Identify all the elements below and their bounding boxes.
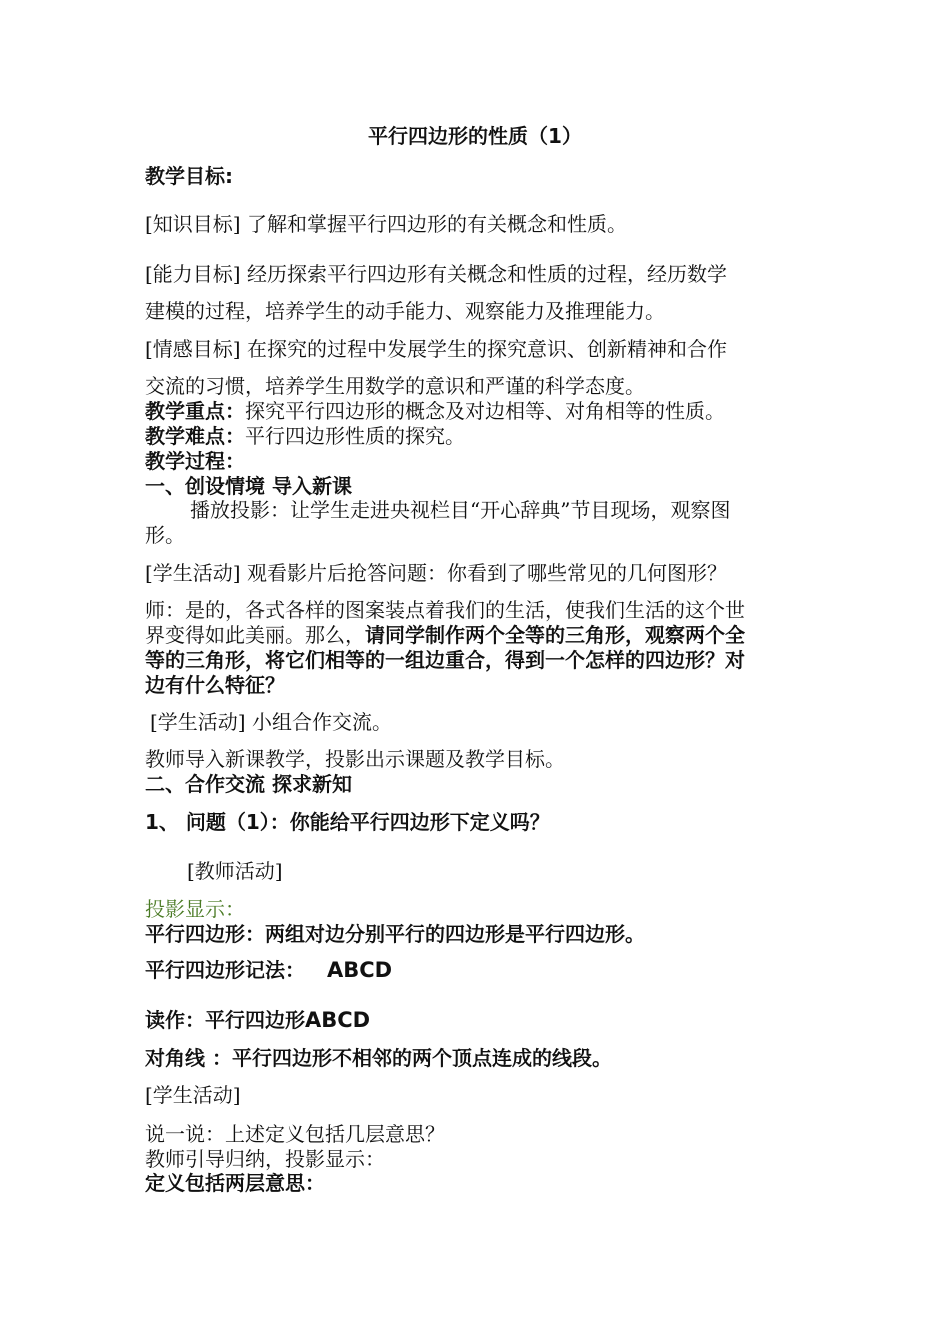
teacher-line-4: 边有什么特征？ (145, 673, 285, 697)
goal-ability-line-1: [能力目标] 经历探索平行四边形有关概念和性质的过程，经历数学 (145, 262, 727, 286)
goal-emotion-line-2: 交流的习惯，培养学生用数学的意识和严谨的科学态度。 (145, 374, 645, 398)
teacher-line-3: 等的三角形，将它们相等的一组边重合，得到一个怎样的四边形？对 (145, 648, 745, 672)
read-as-value: ABCD (305, 1008, 371, 1032)
play-line-2: 形。 (145, 523, 185, 547)
teacher-guide: 教师引导归纳，投影显示： (145, 1147, 385, 1171)
play-line-1: 播放投影：让学生走进央视栏目“开心辞典”节目现场，观察图 (190, 498, 731, 522)
goals-heading: 教学目标: (145, 164, 233, 188)
read-as (145, 1008, 825, 1032)
definition (145, 922, 825, 946)
key-points-text: 探究平行四边形的概念及对边相等、对角相等的性质。 (245, 399, 725, 423)
teacher-activity: [教师活动] (187, 859, 283, 883)
notation (145, 958, 825, 982)
key-points-label: 教学重点： (145, 399, 245, 423)
def-two-meanings: 定义包括两层意思： (145, 1171, 325, 1195)
teacher-line-2 (145, 623, 825, 647)
teacher-intro: 教师导入新课教学，投影出示课题及教学目标。 (145, 747, 565, 771)
definition-text: 两组对边分别平行的四边形是平行四边形。 (265, 922, 645, 946)
section-2-heading: 二、合作交流 探求新知 (145, 772, 352, 796)
difficulty-text: 平行四边形性质的探究。 (245, 424, 465, 448)
process-heading: 教学过程： (145, 449, 245, 473)
projection-show: 投影显示： (145, 897, 245, 921)
section-1-heading: 一、创设情境 导入新课 (145, 474, 352, 498)
say-line: 说一说：上述定义包括几层意思？ (145, 1122, 445, 1146)
notation-label: 平行四边形记法： (145, 958, 305, 982)
doc-title: 平行四边形的性质（1） (368, 124, 582, 148)
difficulty-points (145, 424, 825, 448)
teacher-line-2-bold: 请同学制作两个全等的三角形，观察两个全 (365, 623, 745, 647)
goal-ability-line-2: 建模的过程，培养学生的动手能力、观察能力及推理能力。 (145, 299, 665, 323)
student-activity-2: [学生活动] 小组合作交流。 (150, 710, 392, 734)
student-activity-1: [学生活动] 观看影片后抢答问题：你看到了哪些常见的几何图形？ (145, 561, 727, 585)
read-as-label: 读作：平行四边形 (145, 1008, 305, 1032)
key-points (145, 399, 825, 423)
student-activity-3: [学生活动] (145, 1083, 241, 1107)
teacher-line-1: 师：是的，各式各样的图案装点着我们的生活，使我们生活的这个世 (145, 598, 745, 622)
definition-label: 平行四边形： (145, 922, 265, 946)
goal-emotion-line-1: [情感目标] 在探究的过程中发展学生的探究意识、创新精神和合作 (145, 337, 727, 361)
diagonal-definition: 对角线 ：平行四边形不相邻的两个顶点连成的线段。 (145, 1046, 612, 1070)
difficulty-label: 教学难点： (145, 424, 245, 448)
teacher-line-2-plain: 界变得如此美丽。那么， (145, 623, 365, 647)
question-1: 1、 问题（1）：你能给平行四边形下定义吗？ (145, 810, 550, 834)
goal-knowledge: [知识目标] 了解和掌握平行四边形的有关概念和性质。 (145, 212, 627, 236)
notation-value: ABCD (327, 958, 393, 982)
